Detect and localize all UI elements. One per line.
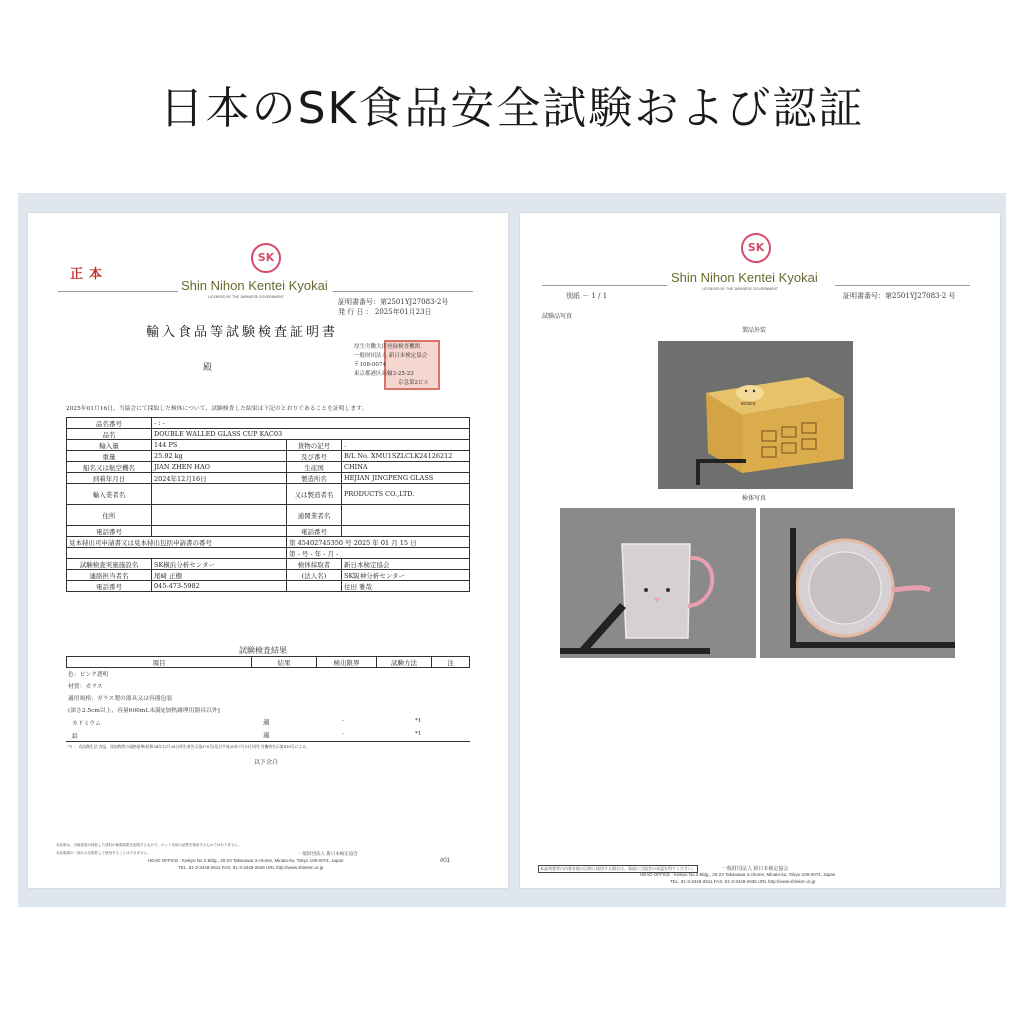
value-maker: HEJIAN JINGPENG GLASS [342,473,470,484]
value-sample-no: - : - [152,418,470,429]
value-bl: B/L No. XMU1SZLCLK24126212 [342,451,470,462]
result-item-name: カドミウム [72,721,101,727]
label-contact: 連絡担当者名 [67,570,152,581]
label-tel: 電話番号 [67,581,152,592]
product-box-photo [658,341,853,489]
label-origin: 生産国 [287,462,342,473]
disclaimer: 本証明書等の内容を他の目的に使用する場合は、事前に当協会の承認を得てください。 [540,866,696,871]
header-rule-left [542,285,667,286]
result-line: 適用規格：ガラス製の器具又は容器包装 [68,696,173,702]
label-qty: 輸入量 [67,440,152,451]
value-origin: CHINA [342,462,470,473]
issuer-line: 京急第2ビル [398,380,429,386]
cup-top-photo [760,508,955,658]
label-maker: 製造所名 [287,473,342,484]
value-arrival: 2024年12月16日 [152,473,287,484]
label-arrival: 到着年月日 [67,473,152,484]
value-vessel: JIAN ZHEN HAO [152,462,287,473]
label-sampler-2: (法人名) [287,570,342,581]
value-sampler: 新日本検定協会 [342,559,470,570]
value-sampler-3: 住田 雅哉 [342,581,470,592]
header-rule-left [58,291,178,292]
sk-logo-icon: SK [251,243,281,273]
results-bottom-rule [66,741,470,742]
value-qty: 144 PS [152,440,287,451]
results-table [66,656,470,668]
value-lab: SK横浜分析センター [152,559,287,570]
issue-date: 発 行 日 ： 2025年01月23日 [338,308,432,316]
assoc-name: 一般財団法人 新日本検定協会 [298,851,358,856]
appendix-page [520,213,1000,888]
box-brand: ecoco [741,401,756,407]
label-declaration: 見本持出可申請書又は見本持出包括申請書の番号 [67,537,287,548]
product-photo-label: 製品外装 [742,327,767,334]
label-sample-no: 品名番号 [67,418,152,429]
result-line: (深さ2.5cm以上、容量600mL未満)[加熱調理用器具以外] [68,708,220,714]
header-rule-right [835,285,970,286]
header-limit: 検出限界 [317,657,377,668]
result-item-result: 適 [263,731,270,739]
box-illustration [658,341,853,489]
org-name: Shin Nihon Kentei Kyokai [671,270,818,285]
org-tagline: LICENSED BY THE JAPANESE GOVERNMENT [208,295,285,299]
certificate-page [28,213,508,888]
label-lab: 試験検査実施施設名 [67,559,152,570]
label-weight: 重量 [67,451,152,462]
header-note: 注 [432,657,470,668]
issuer-line: 東京都港区高輪3-25-23 [354,371,414,377]
header-method: 試験方法 [377,657,432,668]
head-office: HEAD OFFICE : Keikyu No.2 Bldg., 25-23 Takanawa 3-chome, Minato-ku, Tokyo 108-0074, Japan [640,872,836,877]
cup-side-photo [560,508,756,658]
intro-text: 2025年01月16日、当協会にて採取した検体について、試験検査した結果は下記のとおりであることを証明します。 [66,406,368,412]
label-vessel: 船名又は航空機名 [67,462,152,473]
value-sampler-2: SK阪神分析センター [342,570,470,581]
label-sampler: 検体採取者 [287,559,342,570]
document-title: 輸入食品等試験検査証明書 [146,325,339,340]
results-title: 試験検査結果 [239,646,287,655]
header-item: 項目 [67,657,252,668]
head-office: HEAD OFFICE : Keikyu No.2 Bldg., 25-23 Takanawa 3-chome, Minato-ku, Tokyo 108-0074, Japan [148,858,344,863]
end-text: 以下余白 [254,759,279,766]
issuer-line: 一般財団法人 新日本検定協会 [354,353,428,359]
label-customs-phone: 電話番号 [287,526,342,537]
issuer-line: 〒108-0074 [354,362,386,368]
result-item-limit: - [342,718,344,724]
result-line: 材質：ガラス [68,684,103,690]
label-maker-2: 又は製造者名 [287,484,342,505]
footnote: *1 ： 食品衛生法 食品、添加物等の規格基準(昭和34年12月28日厚生省告示第370号)及び平成20年7月31日厚生労働省告示第416号による。 [68,744,310,749]
org-name: Shin Nihon Kentei Kyokai [181,278,328,293]
disclaimer: 本証明書の一部のみを抜粋して使用することはできません。 [56,851,151,855]
label-phone: 電話番号 [67,526,152,537]
value-cargo-mark: . [342,440,470,451]
value-weight: 25.92 kg [152,451,287,462]
header-result: 結果 [252,657,317,668]
contact-line: TEL. 81-3-3449-2611 FAX. 81-3-3449-2636 URL http://www.shinken.or.jp [670,879,816,884]
value-maker-2: PRODUCTS CO.,LTD. [342,484,470,505]
original-mark: 正本 [70,267,109,282]
cup-side-illustration [560,508,756,658]
value-declaration-2: 第 - 号 - 年 - 月 - [287,548,470,559]
photo-section-label: 試験品写真 [542,313,573,320]
issuer-line: 厚生労働大臣登録検査機関 [354,344,421,350]
label-address: 住所 [67,505,152,526]
sample-info-table [66,417,470,592]
header-rule-right [333,291,473,292]
disclaimer: 本証明は、当検査員が採取した試料の検査結果を証明するもので、ロット全体の品質を保証するものではありません。 [56,843,242,847]
result-item-name: 鉛 [72,734,78,740]
result-item-result: 適 [263,718,270,726]
result-item-limit: - [342,731,344,737]
cert-number: 証明書番号：第2501YJ27083-2号 [338,298,449,306]
value-declaration: 第 45402745350 号 2025 年 01 月 15 日 [287,537,470,548]
cup-top-illustration [760,508,955,658]
sample-photo-label: 検体写真 [742,495,767,502]
page-code: #01 [440,858,451,864]
value-contact: 尾﨑 正樹 [152,570,287,581]
contact-line: TEL. 81-3-3449-2611 FAX. 81-3-3449-2636 URL http://www.shinken.or.jp [178,865,324,870]
label-customs: 通関業者名 [287,505,342,526]
sk-logo-icon: SK [741,233,771,263]
label-name: 品名 [67,429,152,440]
org-tagline: LICENSED BY THE JAPANESE GOVERNMENT [702,287,779,291]
page-headline: 日本のSK食品安全試験および認証 [159,83,865,134]
value-tel: 045-473-5982 [152,581,287,592]
label-bl: 及び番号 [287,451,342,462]
result-item-note: *1 [415,731,422,737]
appendix-label: 別紙 － 1 / 1 [566,292,608,300]
assoc-name: 一般財団法人 新日本検定協会 [722,866,789,872]
cert-number: 証明書番号：第2501YJ27083-2 号 [843,292,956,300]
result-line: 色：ピンク透明 [68,672,109,678]
label-importer: 輸入業者名 [67,484,152,505]
result-item-note: *1 [415,718,422,724]
label-cargo-mark: 貨物の記号 [287,440,342,451]
value-name: DOUBLE WALLED GLASS CUP KAC03 [152,429,470,440]
addressee: 殿 [203,363,213,373]
